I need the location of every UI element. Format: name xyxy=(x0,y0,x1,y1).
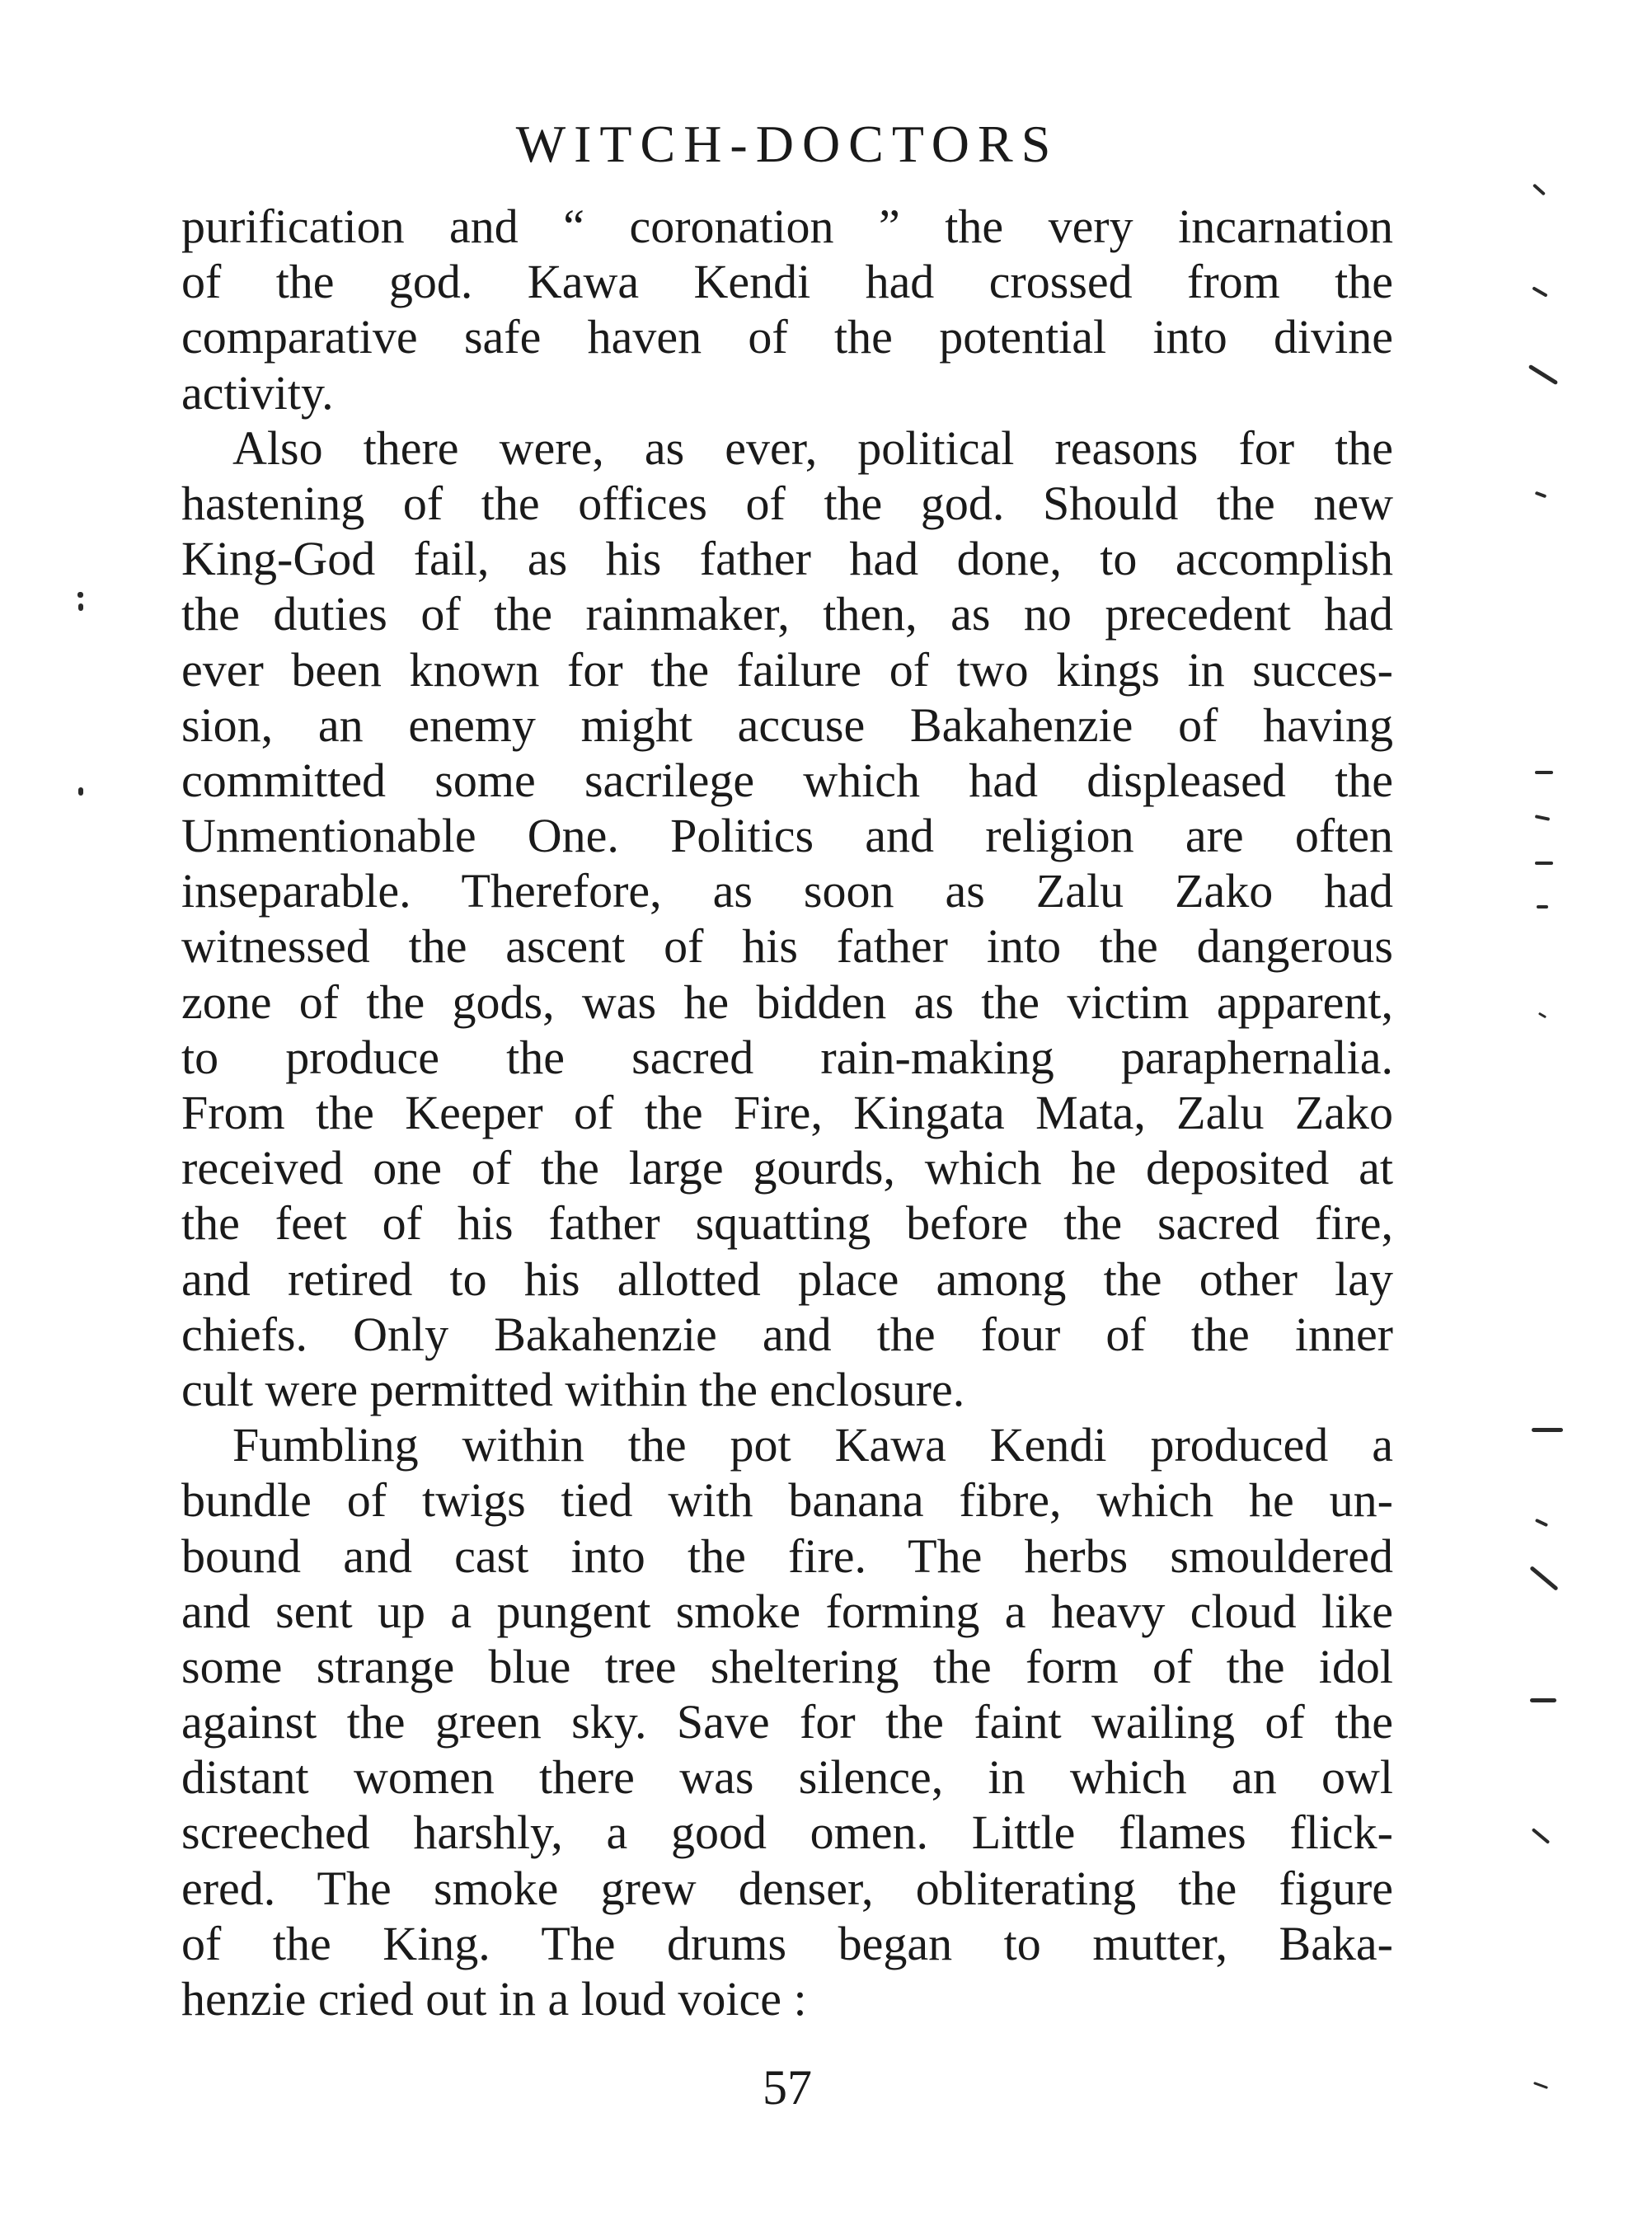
text-line: Unmentionable One. Politics and religion are often xyxy=(181,809,1393,863)
scan-speck xyxy=(77,592,83,598)
page-number: 57 xyxy=(763,2060,812,2115)
text-line: ered. The smoke grew denser, obliterating the figure xyxy=(181,1861,1393,1915)
scan-mark xyxy=(1535,815,1550,821)
text-line: and sent up a pungent smoke forming a heavy cloud like xyxy=(181,1584,1393,1638)
text-line: purification and “ coronation ” the very incarnation xyxy=(181,200,1393,253)
body-text xyxy=(181,199,1393,2026)
text-line: witnessed the ascent of his father into the dangerous xyxy=(181,919,1393,974)
text-line: activity. xyxy=(181,365,334,420)
scan-speck xyxy=(78,603,83,611)
text-line: zone of the gods, was he bidden as the victim apparent, xyxy=(181,974,1393,1029)
text-line: and retired to his allotted place among the other lay xyxy=(181,1251,1393,1306)
text-line: bound and cast into the fire. The herbs smouldered xyxy=(181,1528,1393,1583)
text-line: henzie cried out in a loud voice : xyxy=(181,1972,807,2026)
scan-mark xyxy=(1532,1428,1563,1432)
scan-mark xyxy=(1532,1828,1550,1844)
text-line: distant women there was silence, in which an owl xyxy=(181,1750,1393,1805)
paragraph-start-line: Also there were, as ever, political reasons for the xyxy=(232,420,1393,475)
text-line: of the god. Kawa Kendi had crossed from the xyxy=(181,255,1393,309)
text-line: chiefs. Only Bakahenzie and the four of the inner xyxy=(181,1307,1393,1361)
scan-mark xyxy=(1528,364,1559,385)
scan-mark xyxy=(1533,2082,1548,2089)
scan-mark xyxy=(1530,1698,1556,1702)
text-line: inseparable. Therefore, as soon as Zalu Zako had xyxy=(181,864,1393,918)
text-line: sion, an enemy might accuse Bakahenzie of having xyxy=(181,697,1393,752)
text-line: against the green sky. Save for the faint wailing of the xyxy=(181,1695,1393,1749)
text-line: some strange blue tree sheltering the form of the idol xyxy=(181,1639,1393,1693)
text-line: hastening of the offices of the god. Should the new xyxy=(181,476,1393,530)
scan-mark xyxy=(1532,286,1547,297)
text-line: received one of the large gourds, which he deposited at xyxy=(181,1141,1393,1195)
text-line: the duties of the rainmaker, then, as no precedent had xyxy=(181,587,1393,641)
scan-mark xyxy=(1537,905,1548,909)
scan-mark xyxy=(1532,183,1546,195)
text-line: From the Keeper of the Fire, Kingata Mata, Zalu Zako xyxy=(181,1086,1393,1139)
text-line: ever been known for the failure of two kings in succes- xyxy=(181,642,1393,697)
text-line: to produce the sacred rain-making paraphernalia. xyxy=(181,1030,1393,1084)
scan-speck xyxy=(78,787,83,796)
scan-mark xyxy=(1538,1012,1546,1019)
running-head: WITCH-DOCTORS xyxy=(515,115,1059,173)
scan-mark xyxy=(1535,862,1553,865)
scan-mark xyxy=(1529,1566,1558,1591)
text-line: King-God fail, as his father had done, to accomplish xyxy=(181,532,1393,586)
text-line: bundle of twigs tied with banana fibre, which he un- xyxy=(181,1473,1393,1528)
paragraph-start-line: Fumbling within the pot Kawa Kendi produced a xyxy=(232,1418,1393,1472)
scan-mark xyxy=(1535,491,1547,499)
text-line: comparative safe haven of the potential into divine xyxy=(181,310,1393,364)
text-line: cult were permitted within the enclosure. xyxy=(181,1362,965,1416)
text-line: of the King. The drums began to mutter, Baka- xyxy=(181,1916,1393,1970)
text-line: screeched harshly, a good omen. Little flames flick- xyxy=(181,1805,1393,1860)
text-line: the feet of his father squatting before the sacred fire, xyxy=(181,1196,1393,1251)
scan-mark xyxy=(1535,771,1553,774)
text-line: committed some sacrilege which had displeased the xyxy=(181,753,1393,807)
scan-mark xyxy=(1535,1519,1548,1527)
